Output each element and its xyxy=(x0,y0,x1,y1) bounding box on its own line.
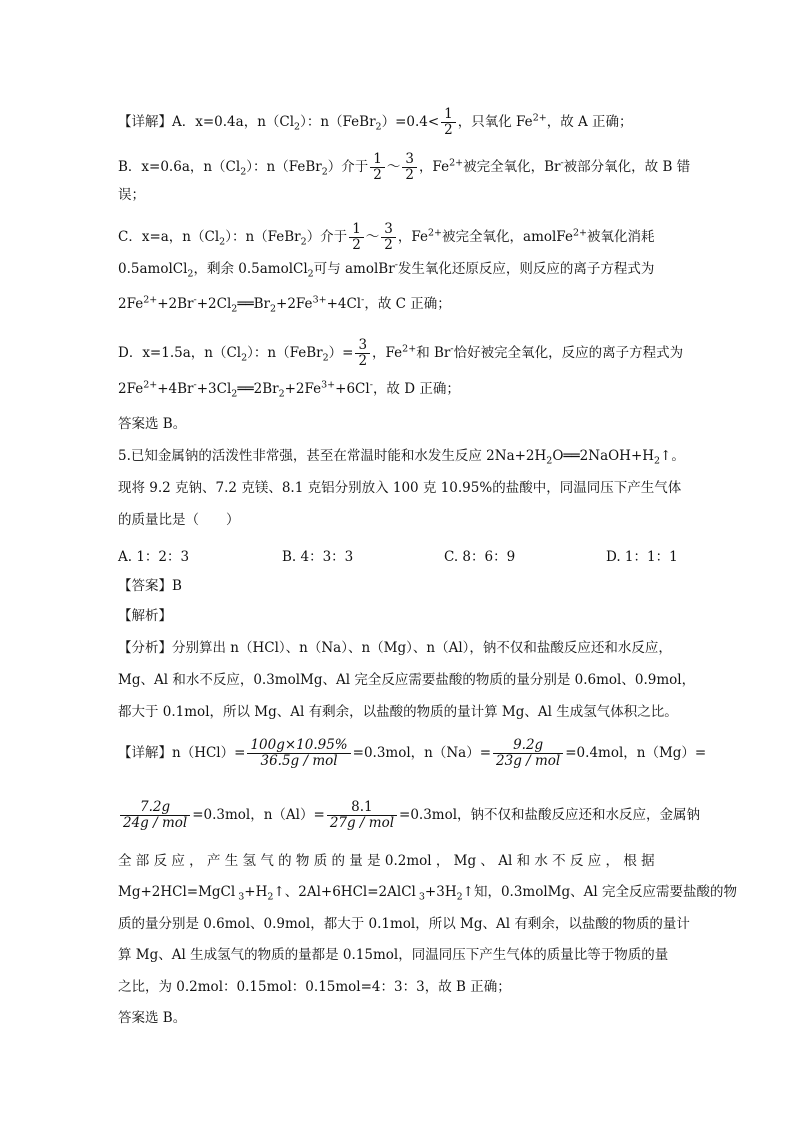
answer-value: B xyxy=(172,578,182,594)
analysis-line3: 都大于 0.1mol，所以 Mg、Al 有剩余，以盐酸的物质的量计算 Mg、Al 生成氢气体积之比。 xyxy=(118,704,678,720)
fraction: $\frac{8.1}{\text{27g / mol}}$ xyxy=(327,800,397,831)
analysis-heading: 【解析】 xyxy=(118,608,172,624)
detail-b-line: B．x=0.6a，$n(Cl_2)$：n（FeBr$_2$）介于 $\frac{1}{2}$ ～ $\frac{3}{2}$ ，$Fe^{2+}$被完全氧化，Br-被部分氧化，故 B 错 xyxy=(118,151,691,183)
detail-a-line: 【详解】A．x=0.4a，$n(Cl_2)$：n（FeBr$_2$）=0.4< $\frac{1}{2}$ ，只氧化 $Fe^{2+}$，故 A 正确； xyxy=(118,106,633,138)
option-c: C. 8：6：9 xyxy=(444,549,516,565)
question-5-line2: 现将 9.2 克钠、7.2 克镁、8.1 克铝分别放入 100 克 10.95%的盐酸中，同温同压下产生气体 xyxy=(118,480,682,496)
fraction: $\frac{1}{2}$ xyxy=(441,107,456,138)
option-b: B. 4：3：3 xyxy=(282,549,354,565)
detail2-line7: 之比，为 0.2mol：0.15mol：0.15mol=4：3：3，故 B 正确； xyxy=(118,979,511,995)
fraction: $\frac{3}{2}$ xyxy=(402,152,417,183)
detail2-line6: 算 Mg、Al 生成氢气的物质的量都是 0.15mol，同温同压下产生气体的质量比等于物质的量 xyxy=(118,947,669,963)
detail2-line1: 【详解】n（HCl）= $\frac{100g\times 10.95\%}{\text{36.5g / mol}}$ =0.3mol，n（Na）= $\frac{9.2g}{\text{23g / mol}}$ =0.4mol，n（Mg）= xyxy=(118,737,707,769)
question-5-line3: 的质量比是（ ） xyxy=(118,512,240,528)
fraction: $\frac{7.2g}{\text{24g / mol}}$ xyxy=(120,800,190,831)
detail2-line4: Mg+2HCl=MgCl $_3+H_2↑$、2Al+6HCl=2AlCl $_3+3H_2↑$知，0.3molMg、Al 完全反应需要盐酸的物 xyxy=(118,884,738,903)
detail-d-line: D．x=1.5a，$n(Cl_2)$：n（FeBr$_2$）= $\frac{3}{2}$ ，$Fe^{2+}$和 Br-恰好被完全氧化，反应的离子方程式为 xyxy=(118,337,684,369)
option-d: D. 1：1：1 xyxy=(606,549,678,565)
detail-label: 【详解】 xyxy=(118,113,172,130)
question-5-line1: 5.已知金属钠的活泼性非常强，甚至在常温时能和水发生反应 $2Na+2H_2O══2NaOH+H_2↑$。 xyxy=(118,448,685,467)
detail-c-line: C．x=a，$n(Cl_2)$：n（FeBr$_2$）介于 $\frac{1}{2}$ ～ $\frac{3}{2}$ ，$Fe^{2+}$被完全氧化，amolFe$^{2+}$被氧化消耗 xyxy=(118,221,655,253)
analysis-line2: Mg、Al 和水不反应，0.3molMg、Al 完全反应需要盐酸的物质的量分别是 0.6mol、0.9mol， xyxy=(118,672,696,688)
detail-c-line2: 0.5amolCl$_2$，剩余 0.5amolCl$_2$可与 amolBr-发生氧化还原反应，则反应的离子方程式为 xyxy=(118,259,655,280)
answer-section: 【答案】B xyxy=(118,578,182,594)
analysis-line1: 【分析】分别算出 n（HCl）、n（Na）、n（Mg）、n（Al），钠不仅和盐酸反应还和水反应， xyxy=(118,640,672,656)
fraction: $\frac{3}{2}$ xyxy=(355,338,370,369)
option-a: A. 1：2：3 xyxy=(118,549,190,565)
detail2-line5: 质的量分别是 0.6mol、0.9mol，都大于 0.1mol，所以 Mg、Al 有剩余，以盐酸的物质的量计 xyxy=(118,916,690,932)
detail-c-equation: $2Fe^{2+}+2Br^-+2Cl_2══Br_2+2Fe^{3+}+4Cl^-$，故 C 正确； xyxy=(118,294,451,315)
fraction: $\frac{1}{2}$ xyxy=(370,152,385,183)
fraction: $\frac{1}{2}$ xyxy=(349,222,364,253)
fraction: $\frac{3}{2}$ xyxy=(381,222,396,253)
detail2-line2: $\frac{7.2g}{\text{24g / mol}}$ =0.3mol，n（Al）= $\frac{8.1}{\text{27g / mol}}$ =0.3mol，钠不仅和盐酸反应还和水反应，金属钠 xyxy=(118,800,700,831)
answer-line: 答案选 B。 xyxy=(118,416,187,432)
answer-line-2: 答案选 B。 xyxy=(118,1010,187,1026)
detail-b-line2: 误； xyxy=(118,187,145,203)
detail2-line3: 全 部 反 应 ， 产 生 氢 气 的 物 质 的 量 是 0.2mol ， Mg 、 Al 和 水 不 反 应 ， 根 据 xyxy=(118,853,655,869)
fraction: $\frac{9.2g}{\text{23g / mol}}$ xyxy=(493,738,563,769)
detail-d-equation: $2Fe^{2+}+4Br^-+3Cl_2══2Br_2+2Fe^{3+}+6Cl^-$，故 D 正确； xyxy=(118,379,460,400)
fraction: $\frac{100g\times 10.95\%}{\text{36.5g / mol}}$ xyxy=(247,738,350,769)
